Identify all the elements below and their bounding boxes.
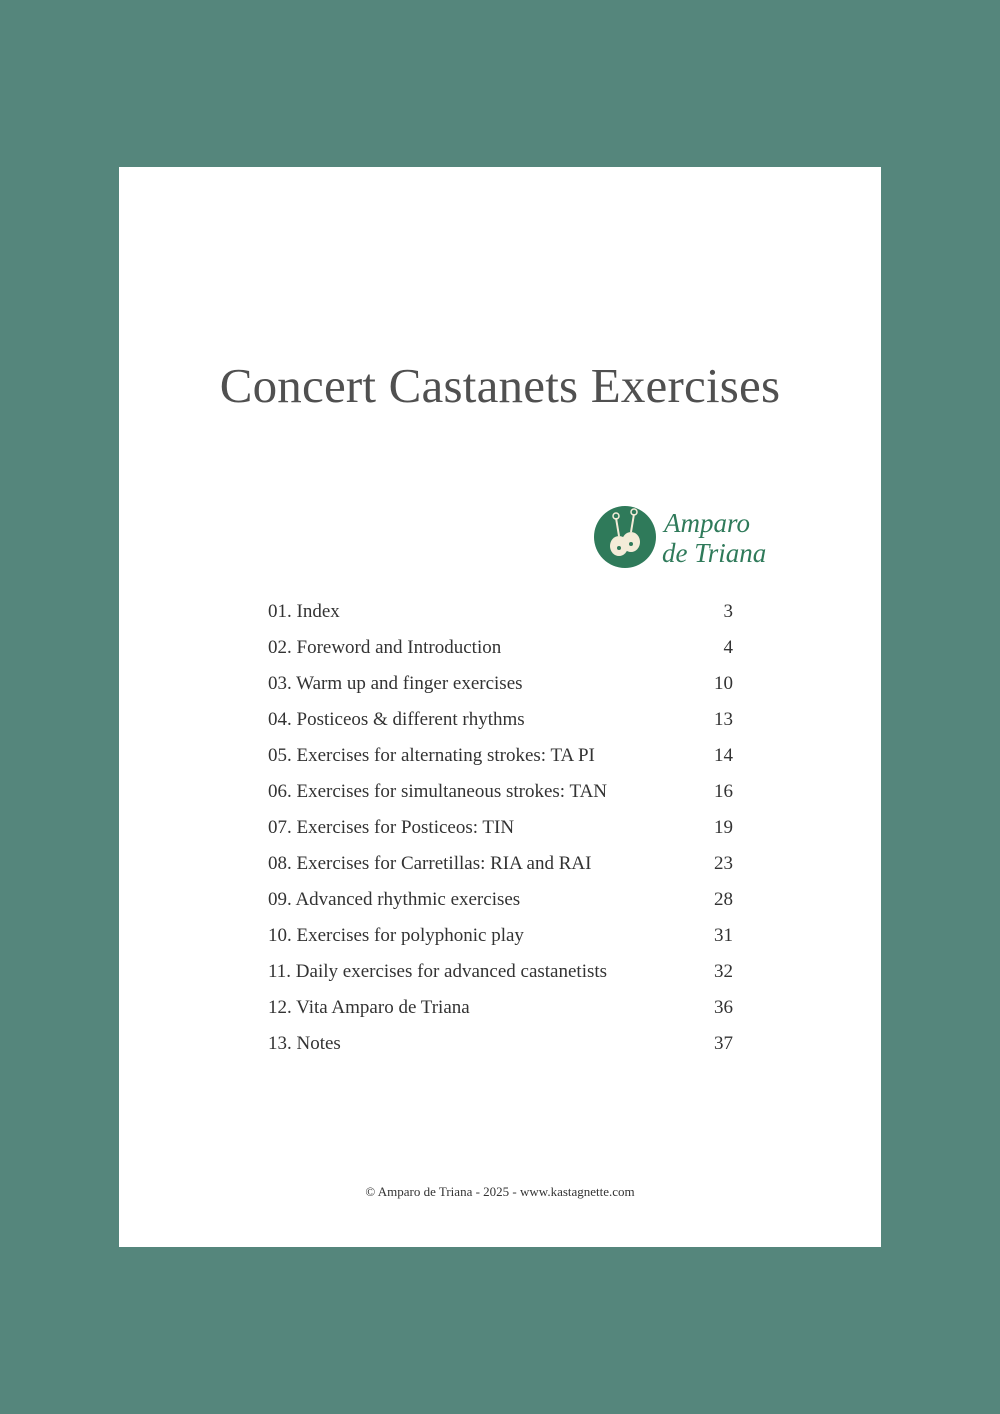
toc-entry-label: 12. Vita Amparo de Triana bbox=[268, 997, 470, 1018]
toc-entry-label: 08. Exercises for Carretillas: RIA and RAI bbox=[268, 853, 592, 874]
toc-entry-label: 02. Foreword and Introduction bbox=[268, 637, 502, 658]
toc-entry-label: 03. Warm up and finger exercises bbox=[268, 673, 523, 694]
toc-entry[interactable] bbox=[268, 925, 733, 961]
toc-entry-page: 37 bbox=[714, 1033, 733, 1054]
toc-entry-page: 14 bbox=[714, 745, 733, 766]
toc-entry-label: 10. Exercises for polyphonic play bbox=[268, 925, 524, 946]
toc-entry-page: 36 bbox=[714, 997, 733, 1018]
toc-entry-page: 31 bbox=[714, 925, 733, 946]
toc-entry[interactable] bbox=[268, 781, 733, 817]
toc-entry[interactable] bbox=[268, 673, 733, 709]
toc-entry-label: 04. Posticeos & different rhythms bbox=[268, 709, 525, 730]
castanets-icon bbox=[594, 506, 656, 568]
toc-entry[interactable] bbox=[268, 601, 733, 637]
toc-entry[interactable] bbox=[268, 889, 733, 925]
toc-entry-label: 09. Advanced rhythmic exercises bbox=[268, 889, 521, 910]
toc-entry-page: 3 bbox=[723, 601, 733, 622]
toc-entry[interactable] bbox=[268, 709, 733, 745]
toc-entry-page: 10 bbox=[714, 673, 733, 694]
toc-entry-label: 07. Exercises for Posticeos: TIN bbox=[268, 817, 515, 838]
toc-entry-page: 23 bbox=[714, 853, 733, 874]
toc-entry-page: 4 bbox=[723, 637, 733, 658]
toc-entry-label: 06. Exercises for simultaneous strokes: TAN bbox=[268, 781, 608, 802]
document-page bbox=[119, 167, 881, 1247]
toc-entry[interactable] bbox=[268, 853, 733, 889]
toc-entry[interactable] bbox=[268, 637, 733, 673]
page-title: Concert Castanets Exercises bbox=[219, 358, 781, 413]
toc-entry-label: 05. Exercises for alternating strokes: TA PI bbox=[268, 745, 595, 766]
toc-entry-page: 16 bbox=[714, 781, 733, 802]
toc-entry[interactable] bbox=[268, 1033, 733, 1069]
logo-line-2: de Triana bbox=[662, 538, 767, 568]
toc-entry-label: 11. Daily exercises for advanced castanetists bbox=[268, 961, 608, 982]
toc-entry[interactable] bbox=[268, 961, 733, 997]
toc-entry[interactable] bbox=[268, 745, 733, 781]
toc-entry-label: 13. Notes bbox=[268, 1033, 341, 1054]
toc-entry-label: 01. Index bbox=[268, 601, 340, 622]
toc-entry-page: 13 bbox=[714, 709, 733, 730]
table-of-contents bbox=[268, 601, 733, 1069]
toc-entry[interactable] bbox=[268, 817, 733, 853]
toc-entry-page: 19 bbox=[714, 817, 733, 838]
toc-entry-page: 28 bbox=[714, 889, 733, 910]
brand-logo bbox=[594, 504, 774, 570]
footer-copyright: © Amparo de Triana - 2025 - www.kastagnette.com bbox=[365, 1184, 635, 1199]
toc-entry[interactable] bbox=[268, 997, 733, 1033]
logo-line-1: Amparo bbox=[664, 508, 750, 538]
toc-entry-page: 32 bbox=[714, 961, 733, 982]
